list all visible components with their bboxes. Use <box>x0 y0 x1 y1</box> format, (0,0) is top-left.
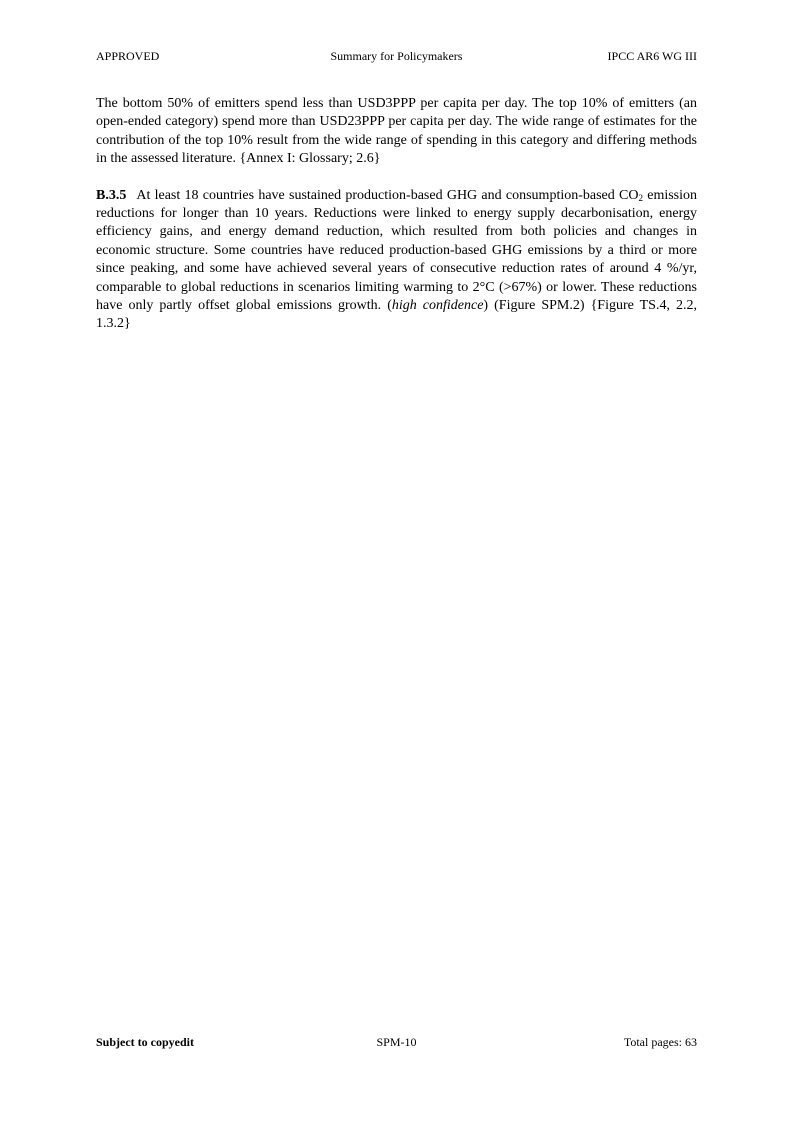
footer-copyedit-note: Subject to copyedit <box>96 1035 194 1049</box>
page-header <box>96 48 697 64</box>
paragraph-label: B.3.5 <box>96 187 127 203</box>
footer-total-pages: Total pages: 63 <box>623 1035 697 1049</box>
footer-page-number: SPM-10 <box>376 1035 417 1049</box>
header-section-title: Summary for Policymakers <box>330 49 463 63</box>
confidence-level: high confidence <box>391 298 484 314</box>
paragraph-text-b: emission reductions for longer than 10 years. Reductions were linked to energy supply decarbonisation, energy efficiency gains, and energy demand reduction, which resulted from both policies and changes in economic structure. Some countries have reduced production-based GHG emissions by a third or more since peaking, and some have achieved several years of consecutive reduction rates of around 4 %/yr, comparable to global reductions in scenarios limiting warming to 2°C (>67%) or lower. These reductions have only partly offset global emissions growth. ( <box>96 187 698 314</box>
header-report-name: IPCC AR6 WG III <box>607 49 697 63</box>
page-footer <box>96 1034 697 1050</box>
header-status: APPROVED <box>96 49 160 63</box>
main-content <box>96 95 697 334</box>
paragraph-b-3-5 <box>96 187 697 334</box>
paragraph-emitters-spending: The bottom 50% of emitters spend less than USD3PPP per capita per day. The top 10% of emitters (an open-ended category) spend more than USD23PPP per capita per day. The wide range of estimates for the contribution of the top 10% result from the wide range of spending in this category and differing methods in the assessed literature. {Annex I: Glossary; 2.6} <box>96 96 697 167</box>
paragraph-text-c: ) (Figure SPM.2) {Figure TS.4, 2.2, 1.3.2} <box>96 298 697 332</box>
paragraph-text-a: At least 18 countries have sustained production-based GHG and consumption-based CO <box>136 187 639 203</box>
co2-subscript: 2 <box>638 192 643 203</box>
